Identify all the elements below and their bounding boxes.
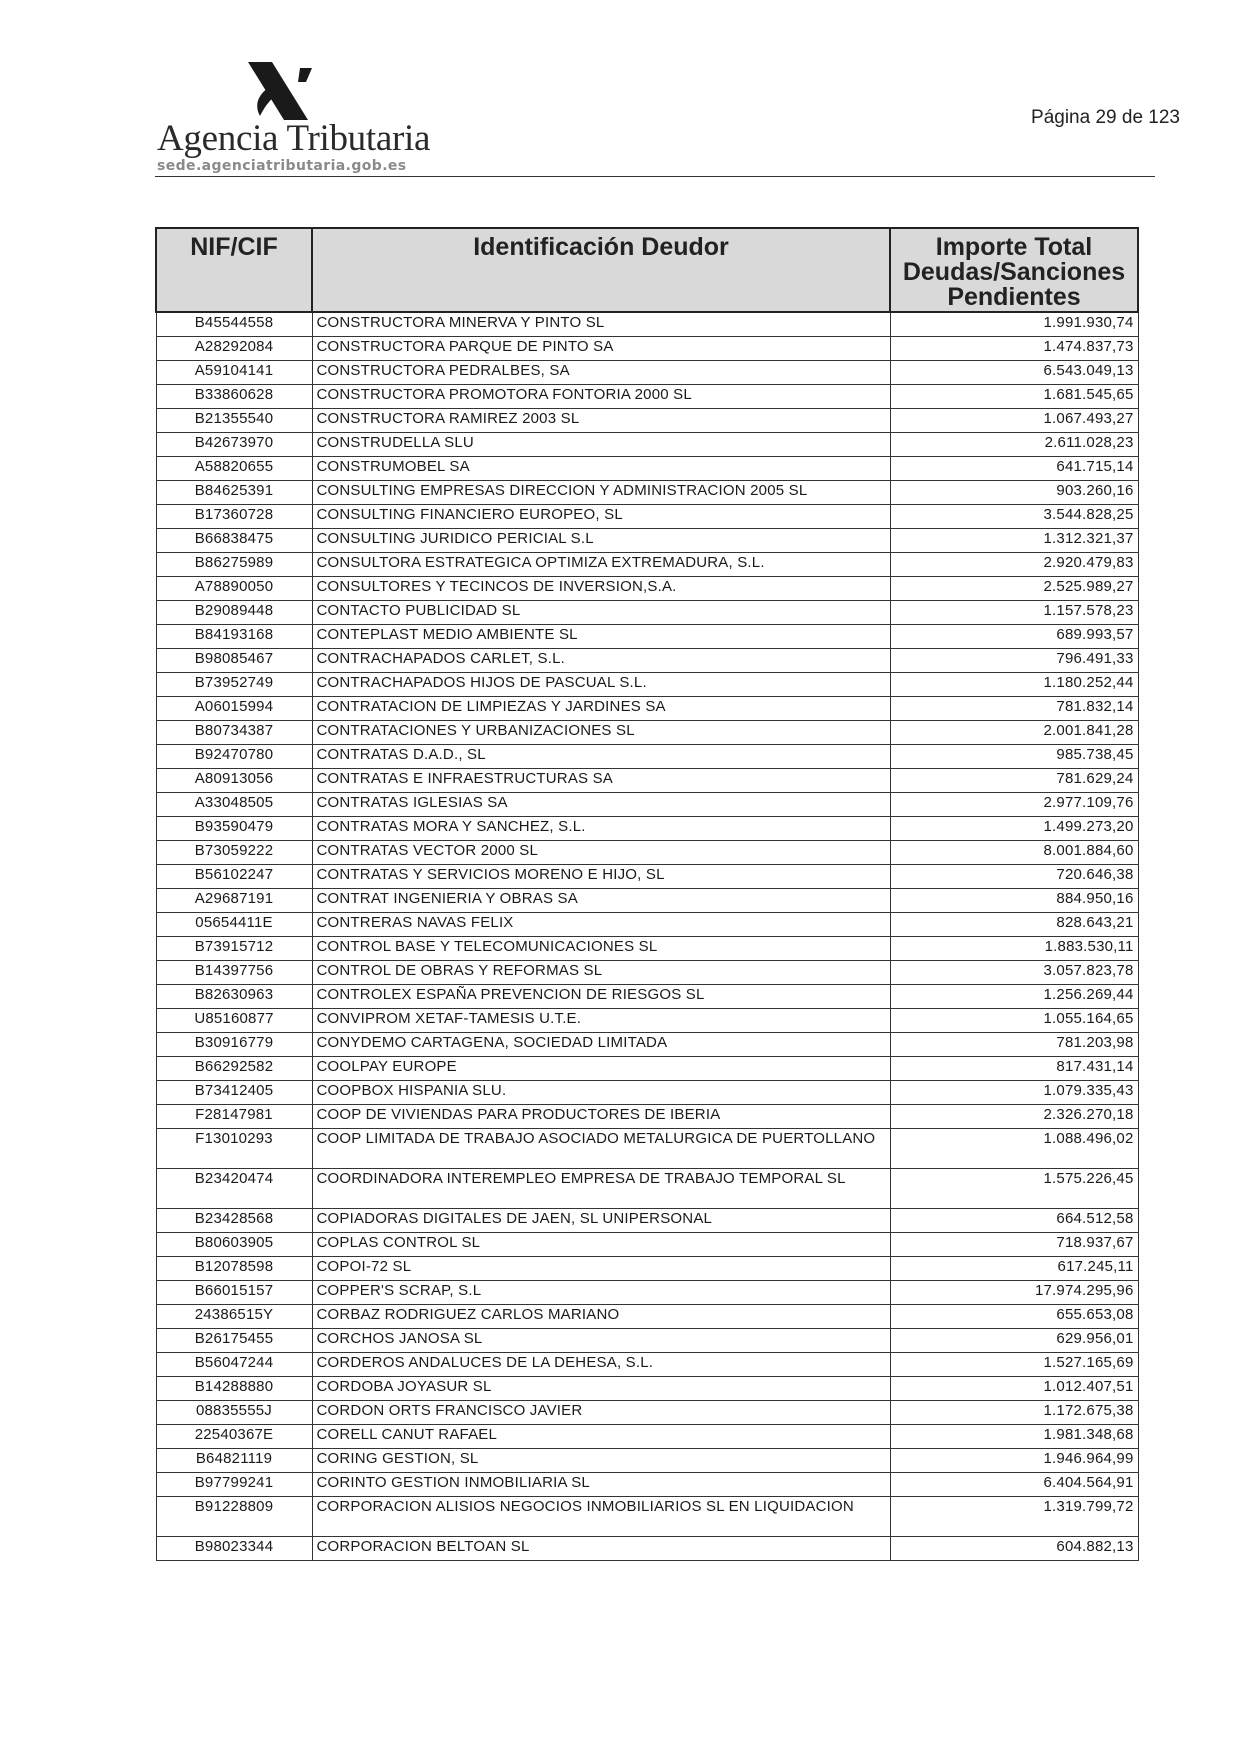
amount-cell: 1.991.930,74 <box>890 312 1138 337</box>
table-row <box>156 889 1138 913</box>
amount-cell: 985.738,45 <box>890 745 1138 769</box>
table-row <box>156 1057 1138 1081</box>
amount-cell: 604.882,13 <box>890 1537 1138 1561</box>
debtor-name-cell: CONSTRUDELLA SLU <box>312 433 890 457</box>
debtor-name-cell: CONSULTING EMPRESAS DIRECCION Y ADMINISTRACION 2005 SL <box>312 481 890 505</box>
nif-cell: 05654411E <box>156 913 312 937</box>
table-row <box>156 769 1138 793</box>
debtor-name-cell: CONSULTORES Y TECINCOS DE INVERSION,S.A. <box>312 577 890 601</box>
debtor-name-cell: CONYDEMO CARTAGENA, SOCIEDAD LIMITADA <box>312 1033 890 1057</box>
amount-cell: 884.950,16 <box>890 889 1138 913</box>
nif-cell: B64821119 <box>156 1449 312 1473</box>
table-row <box>156 1105 1138 1129</box>
amount-cell: 903.260,16 <box>890 481 1138 505</box>
amount-cell: 1.499.273,20 <box>890 817 1138 841</box>
table-row <box>156 1329 1138 1353</box>
nif-cell: B42673970 <box>156 433 312 457</box>
amount-cell: 781.832,14 <box>890 697 1138 721</box>
amount-cell: 1.946.964,99 <box>890 1449 1138 1473</box>
amount-cell: 817.431,14 <box>890 1057 1138 1081</box>
table-row <box>156 577 1138 601</box>
nif-cell: A80913056 <box>156 769 312 793</box>
logo-name: Agencia Tributaria <box>157 118 431 159</box>
amount-cell: 1.055.164,65 <box>890 1009 1138 1033</box>
debtor-name-cell: CORCHOS JANOSA SL <box>312 1329 890 1353</box>
amount-cell: 17.974.295,96 <box>890 1281 1138 1305</box>
table-row <box>156 649 1138 673</box>
amount-cell: 617.245,11 <box>890 1257 1138 1281</box>
nif-cell: B91228809 <box>156 1497 312 1537</box>
debtor-name-cell: CONTRATAS MORA Y SANCHEZ, S.L. <box>312 817 890 841</box>
column-header-amount: Importe Total Deudas/Sanciones Pendientes <box>890 228 1138 312</box>
amount-cell: 1.157.578,23 <box>890 601 1138 625</box>
nif-cell: B23420474 <box>156 1169 312 1209</box>
nif-cell: B21355540 <box>156 409 312 433</box>
table-row <box>156 1033 1138 1057</box>
table-row <box>156 1473 1138 1497</box>
debtor-name-cell: COORDINADORA INTEREMPLEO EMPRESA DE TRABAJO TEMPORAL SL <box>312 1169 890 1209</box>
nif-cell: B66015157 <box>156 1281 312 1305</box>
table-row <box>156 337 1138 361</box>
nif-cell: B98023344 <box>156 1537 312 1561</box>
table-row <box>156 865 1138 889</box>
nif-cell: B66838475 <box>156 529 312 553</box>
table-row <box>156 1233 1138 1257</box>
debtor-name-cell: CONSTRUCTORA RAMIREZ 2003 SL <box>312 409 890 433</box>
nif-cell: A78890050 <box>156 577 312 601</box>
debtor-name-cell: CONTROLEX ESPAÑA PREVENCION DE RIESGOS SL <box>312 985 890 1009</box>
nif-cell: B84193168 <box>156 625 312 649</box>
agencia-tributaria-logo <box>155 55 431 175</box>
debtor-name-cell: CORPORACION ALISIOS NEGOCIOS INMOBILIARIOS SL EN LIQUIDACION <box>312 1497 890 1537</box>
debtor-name-cell: CORDON ORTS FRANCISCO JAVIER <box>312 1401 890 1425</box>
debtor-name-cell: CORDEROS ANDALUCES DE LA DEHESA, S.L. <box>312 1353 890 1377</box>
table-row <box>156 937 1138 961</box>
debtor-name-cell: CORING GESTION, SL <box>312 1449 890 1473</box>
nif-cell: B80603905 <box>156 1233 312 1257</box>
debtor-name-cell: COPIADORAS DIGITALES DE JAEN, SL UNIPERSONAL <box>312 1209 890 1233</box>
nif-cell: A58820655 <box>156 457 312 481</box>
table-row <box>156 601 1138 625</box>
debtor-name-cell: CONSTRUMOBEL SA <box>312 457 890 481</box>
amount-cell: 720.646,38 <box>890 865 1138 889</box>
table-row <box>156 1449 1138 1473</box>
amount-cell: 781.629,24 <box>890 769 1138 793</box>
amount-cell: 3.544.828,25 <box>890 505 1138 529</box>
debtor-name-cell: CONSTRUCTORA PEDRALBES, SA <box>312 361 890 385</box>
nif-cell: B93590479 <box>156 817 312 841</box>
nif-cell: B97799241 <box>156 1473 312 1497</box>
debtor-name-cell: CONTACTO PUBLICIDAD SL <box>312 601 890 625</box>
amount-cell: 828.643,21 <box>890 913 1138 937</box>
debtor-name-cell: CONTRACHAPADOS CARLET, S.L. <box>312 649 890 673</box>
nif-cell: B73412405 <box>156 1081 312 1105</box>
debtor-name-cell: CONTRATAS D.A.D., SL <box>312 745 890 769</box>
table-row <box>156 841 1138 865</box>
nif-cell: A28292084 <box>156 337 312 361</box>
debtor-name-cell: CONVIPROM XETAF-TAMESIS U.T.E. <box>312 1009 890 1033</box>
table-row <box>156 1305 1138 1329</box>
table-row <box>156 793 1138 817</box>
table-row <box>156 1009 1138 1033</box>
debtor-name-cell: COOPBOX HISPANIA SLU. <box>312 1081 890 1105</box>
nif-cell: B45544558 <box>156 312 312 337</box>
logo-url: sede.agenciatributaria.gob.es <box>157 158 407 174</box>
table-row <box>156 529 1138 553</box>
table-row <box>156 1425 1138 1449</box>
amount-cell: 1.527.165,69 <box>890 1353 1138 1377</box>
amount-cell: 641.715,14 <box>890 457 1138 481</box>
page-header <box>155 55 1180 180</box>
debtor-name-cell: CONTRATAS VECTOR 2000 SL <box>312 841 890 865</box>
nif-cell: 22540367E <box>156 1425 312 1449</box>
table-row <box>156 745 1138 769</box>
nif-cell: B73059222 <box>156 841 312 865</box>
nif-cell: B86275989 <box>156 553 312 577</box>
amount-cell: 1.172.675,38 <box>890 1401 1138 1425</box>
amount-cell: 1.256.269,44 <box>890 985 1138 1009</box>
nif-cell: B14397756 <box>156 961 312 985</box>
debtor-name-cell: CONTEPLAST MEDIO AMBIENTE SL <box>312 625 890 649</box>
nif-cell: F28147981 <box>156 1105 312 1129</box>
table-body <box>156 312 1138 1561</box>
table-row <box>156 961 1138 985</box>
table-row <box>156 1129 1138 1169</box>
table-row <box>156 625 1138 649</box>
amount-cell: 8.001.884,60 <box>890 841 1138 865</box>
table-row <box>156 385 1138 409</box>
amount-cell: 1.681.545,65 <box>890 385 1138 409</box>
amount-cell: 629.956,01 <box>890 1329 1138 1353</box>
nif-cell: B56047244 <box>156 1353 312 1377</box>
amount-cell: 3.057.823,78 <box>890 961 1138 985</box>
debtor-name-cell: CONSULTORA ESTRATEGICA OPTIMIZA EXTREMADURA, S.L. <box>312 553 890 577</box>
amount-cell: 6.543.049,13 <box>890 361 1138 385</box>
debtor-name-cell: CONTROL DE OBRAS Y REFORMAS SL <box>312 961 890 985</box>
debtor-name-cell: CONTRATACIONES Y URBANIZACIONES SL <box>312 721 890 745</box>
table-row <box>156 1169 1138 1209</box>
amount-cell: 655.653,08 <box>890 1305 1138 1329</box>
debtor-name-cell: CORELL CANUT RAFAEL <box>312 1425 890 1449</box>
amount-cell: 1.981.348,68 <box>890 1425 1138 1449</box>
amount-cell: 1.180.252,44 <box>890 673 1138 697</box>
amount-cell: 781.203,98 <box>890 1033 1138 1057</box>
table-row <box>156 913 1138 937</box>
nif-cell: B23428568 <box>156 1209 312 1233</box>
amount-cell: 664.512,58 <box>890 1209 1138 1233</box>
nif-cell: B82630963 <box>156 985 312 1009</box>
table-row <box>156 1281 1138 1305</box>
debtor-name-cell: CONSTRUCTORA PARQUE DE PINTO SA <box>312 337 890 361</box>
nif-cell: A33048505 <box>156 793 312 817</box>
agencia-tributaria-logo-mark-icon <box>240 60 320 122</box>
debtor-name-cell: CONSULTING JURIDICO PERICIAL S.L <box>312 529 890 553</box>
debtors-table <box>155 227 1139 1561</box>
amount-cell: 1.012.407,51 <box>890 1377 1138 1401</box>
debtor-name-cell: CONTRATAS Y SERVICIOS MORENO E HIJO, SL <box>312 865 890 889</box>
nif-cell: B98085467 <box>156 649 312 673</box>
amount-cell: 1.312.321,37 <box>890 529 1138 553</box>
table-row <box>156 409 1138 433</box>
table-row <box>156 1081 1138 1105</box>
debtor-name-cell: CORDOBA JOYASUR SL <box>312 1377 890 1401</box>
table-row <box>156 985 1138 1009</box>
nif-cell: B73915712 <box>156 937 312 961</box>
amount-cell: 2.611.028,23 <box>890 433 1138 457</box>
debtor-name-cell: COPPER'S SCRAP, S.L <box>312 1281 890 1305</box>
nif-cell: 08835555J <box>156 1401 312 1425</box>
debtor-name-cell: COOP DE VIVIENDAS PARA PRODUCTORES DE IBERIA <box>312 1105 890 1129</box>
nif-cell: B29089448 <box>156 601 312 625</box>
nif-cell: B66292582 <box>156 1057 312 1081</box>
table-header-row <box>156 228 1138 312</box>
nif-cell: B12078598 <box>156 1257 312 1281</box>
debtor-name-cell: CONSTRUCTORA MINERVA Y PINTO SL <box>312 312 890 337</box>
debtor-name-cell: COPLAS CONTROL SL <box>312 1233 890 1257</box>
table-row <box>156 457 1138 481</box>
amount-cell: 1.079.335,43 <box>890 1081 1138 1105</box>
nif-cell: A06015994 <box>156 697 312 721</box>
debtor-name-cell: CONTRATAS IGLESIAS SA <box>312 793 890 817</box>
debtor-name-cell: COOLPAY EUROPE <box>312 1057 890 1081</box>
amount-cell: 1.088.496,02 <box>890 1129 1138 1169</box>
table-row <box>156 553 1138 577</box>
table-row <box>156 1537 1138 1561</box>
nif-cell: F13010293 <box>156 1129 312 1169</box>
table-row <box>156 1497 1138 1537</box>
header-divider <box>155 176 1155 177</box>
nif-cell: A59104141 <box>156 361 312 385</box>
column-header-debtor: Identificación Deudor <box>312 228 890 312</box>
debtor-name-cell: CONTRATAS E INFRAESTRUCTURAS SA <box>312 769 890 793</box>
amount-cell: 1.067.493,27 <box>890 409 1138 433</box>
table-row <box>156 361 1138 385</box>
debtor-name-cell: CONTROL BASE Y TELECOMUNICACIONES SL <box>312 937 890 961</box>
debtor-name-cell: CONTRATACION DE LIMPIEZAS Y JARDINES SA <box>312 697 890 721</box>
table-row <box>156 673 1138 697</box>
nif-cell: B84625391 <box>156 481 312 505</box>
nif-cell: U85160877 <box>156 1009 312 1033</box>
amount-cell: 2.326.270,18 <box>890 1105 1138 1129</box>
amount-cell: 1.319.799,72 <box>890 1497 1138 1537</box>
amount-cell: 718.937,67 <box>890 1233 1138 1257</box>
table-row <box>156 1353 1138 1377</box>
nif-cell: B92470780 <box>156 745 312 769</box>
table-row <box>156 481 1138 505</box>
table-row <box>156 1401 1138 1425</box>
amount-cell: 6.404.564,91 <box>890 1473 1138 1497</box>
nif-cell: A29687191 <box>156 889 312 913</box>
debtor-name-cell: COPOI-72 SL <box>312 1257 890 1281</box>
amount-cell: 1.883.530,11 <box>890 937 1138 961</box>
amount-cell: 2.920.479,83 <box>890 553 1138 577</box>
table-row <box>156 817 1138 841</box>
nif-cell: B30916779 <box>156 1033 312 1057</box>
amount-cell: 2.977.109,76 <box>890 793 1138 817</box>
nif-cell: B17360728 <box>156 505 312 529</box>
table-row <box>156 1257 1138 1281</box>
nif-cell: B80734387 <box>156 721 312 745</box>
amount-cell: 1.474.837,73 <box>890 337 1138 361</box>
table-row <box>156 312 1138 337</box>
nif-cell: B73952749 <box>156 673 312 697</box>
amount-cell: 1.575.226,45 <box>890 1169 1138 1209</box>
table-row <box>156 721 1138 745</box>
debtor-name-cell: CONTRACHAPADOS HIJOS DE PASCUAL S.L. <box>312 673 890 697</box>
table-row <box>156 505 1138 529</box>
nif-cell: 24386515Y <box>156 1305 312 1329</box>
nif-cell: B14288880 <box>156 1377 312 1401</box>
column-header-nif: NIF/CIF <box>156 228 312 312</box>
debtor-name-cell: COOP LIMITADA DE TRABAJO ASOCIADO METALURGICA DE PUERTOLLANO <box>312 1129 890 1169</box>
debtor-name-cell: CONTRAT INGENIERIA Y OBRAS SA <box>312 889 890 913</box>
amount-cell: 796.491,33 <box>890 649 1138 673</box>
debtor-name-cell: CONSULTING FINANCIERO EUROPEO, SL <box>312 505 890 529</box>
debtor-name-cell: CONTRERAS NAVAS FELIX <box>312 913 890 937</box>
amount-cell: 2.001.841,28 <box>890 721 1138 745</box>
debtor-name-cell: CORPORACION BELTOAN SL <box>312 1537 890 1561</box>
nif-cell: B56102247 <box>156 865 312 889</box>
amount-cell: 2.525.989,27 <box>890 577 1138 601</box>
nif-cell: B33860628 <box>156 385 312 409</box>
nif-cell: B26175455 <box>156 1329 312 1353</box>
debtor-name-cell: CORBAZ RODRIGUEZ CARLOS MARIANO <box>312 1305 890 1329</box>
table-row <box>156 697 1138 721</box>
table-row <box>156 1209 1138 1233</box>
page-number: Página 29 de 123 <box>1031 107 1180 128</box>
debtor-name-cell: CONSTRUCTORA PROMOTORA FONTORIA 2000 SL <box>312 385 890 409</box>
amount-cell: 689.993,57 <box>890 625 1138 649</box>
table-row <box>156 1377 1138 1401</box>
table-row <box>156 433 1138 457</box>
debtor-name-cell: CORINTO GESTION INMOBILIARIA SL <box>312 1473 890 1497</box>
